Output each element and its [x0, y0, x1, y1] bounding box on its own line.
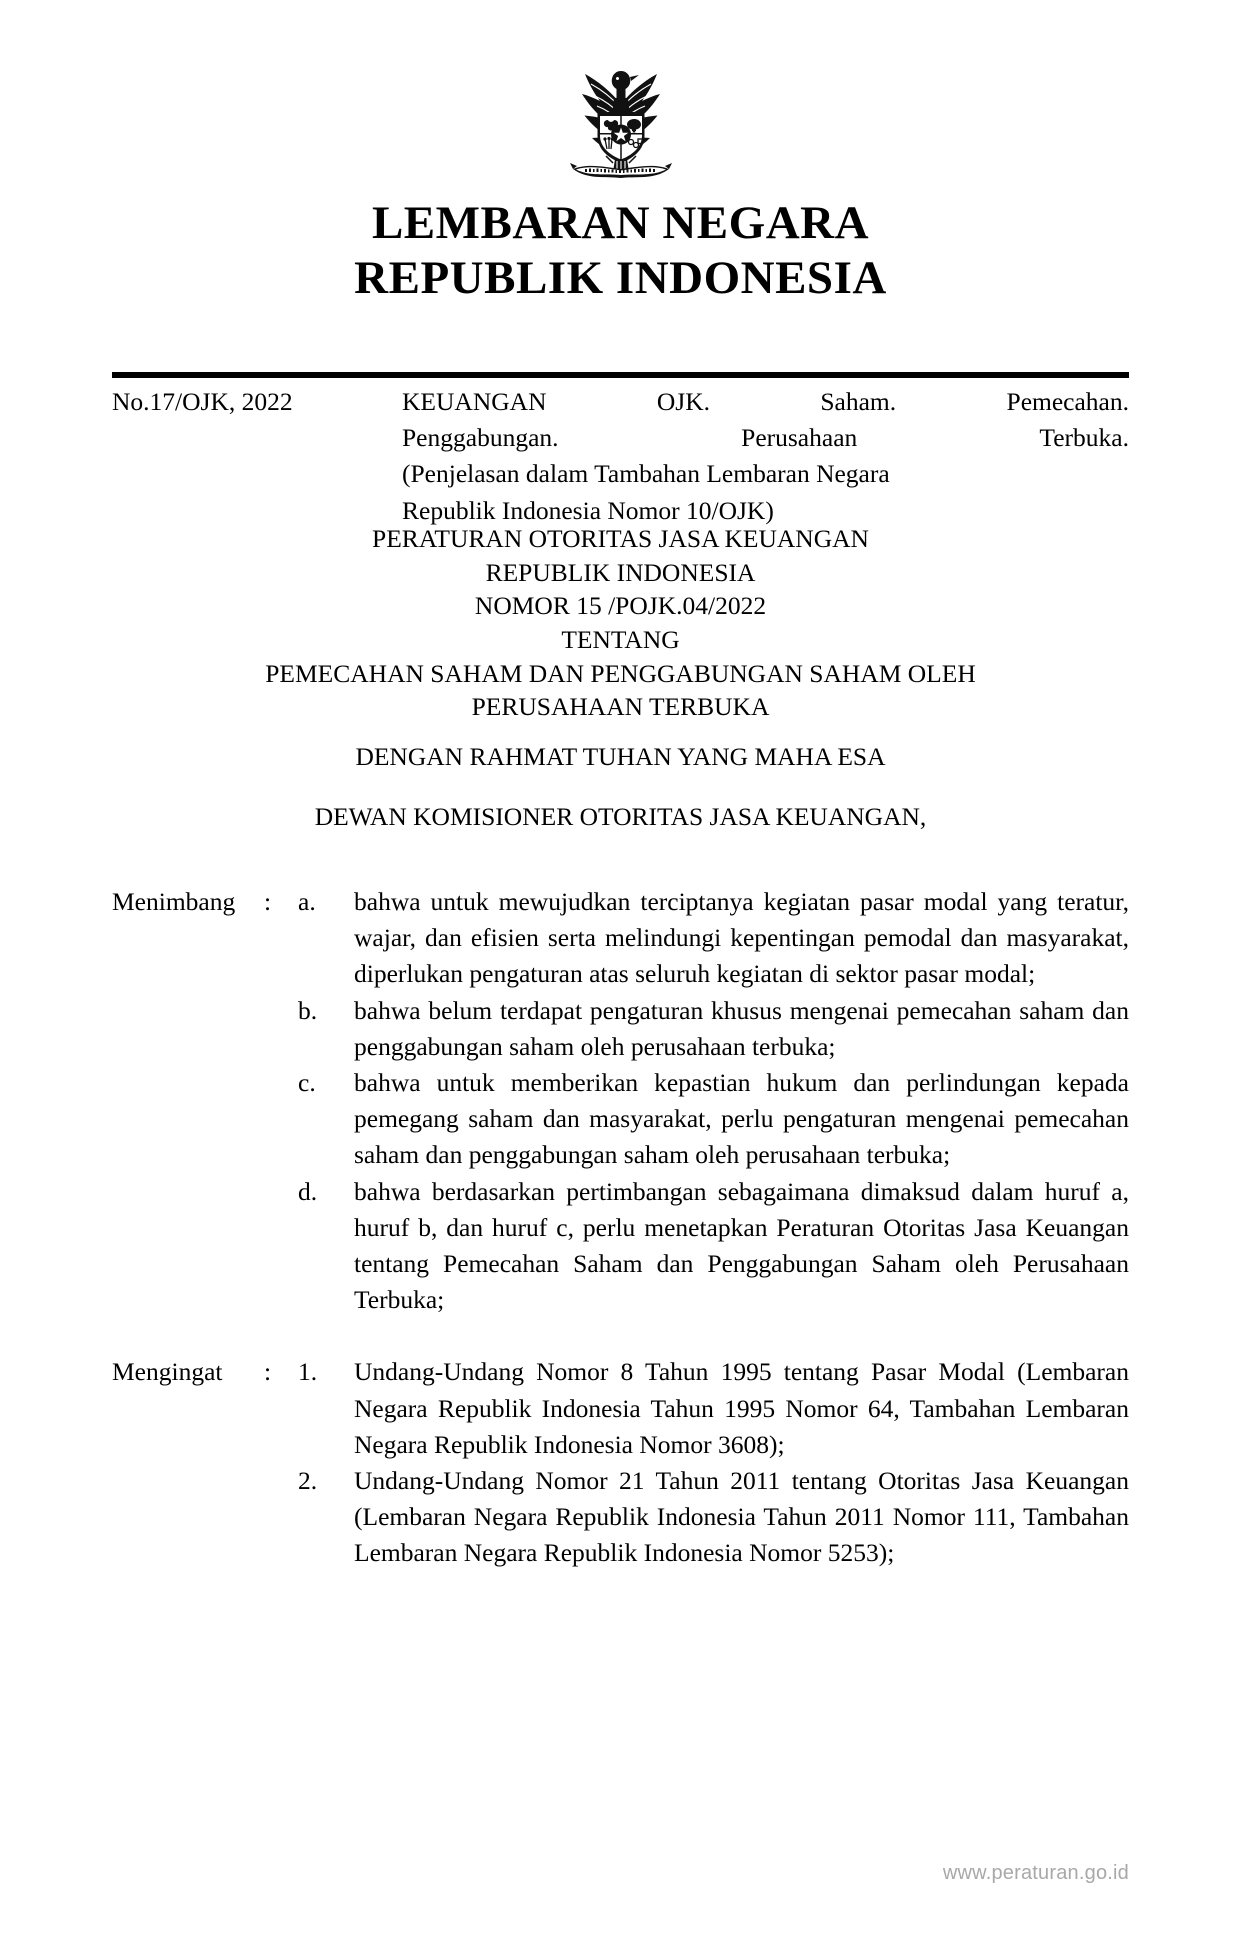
masthead-line-2: REPUBLIK INDONESIA: [354, 252, 887, 305]
item-text: bahwa belum terdapat pengaturan khusus mengenai pemecahan saham dan penggabungan saham oleh perusahaan terbuka;: [354, 995, 1129, 1061]
title-line-1: PERATURAN OTORITAS JASA KEUANGAN: [372, 524, 869, 553]
title-line-3: NOMOR 15 /POJK.04/2022: [474, 591, 767, 621]
menimbang-colon: :: [264, 887, 272, 916]
subject-line-1: KEUANGAN OJK. Saham. Pemecahan.: [402, 387, 1129, 416]
list-item: [298, 884, 1129, 993]
subject-line-4: Republik Indonesia Nomor 10/OJK): [402, 495, 774, 525]
item-text: bahwa untuk mewujudkan terciptanya kegiatan pasar modal yang teratur, wajar, dan efisien serta melindungi kepentingan pemodal dan masyarakat, diperlukan pengaturan atas seluruh kegiatan di sektor pasar modal;: [354, 887, 1129, 989]
gazette-subject-keywords: [402, 384, 1129, 529]
section-menimbang: [112, 884, 1129, 1318]
item-marker: a.: [298, 887, 316, 916]
mengingat-colon: :: [264, 1357, 272, 1387]
menimbang-items: [298, 884, 1129, 1318]
gazette-meta-row: [112, 384, 1129, 529]
masthead-divider-rule: [112, 372, 1129, 378]
title-line-4: TENTANG: [561, 624, 680, 654]
title-line-2: REPUBLIK INDONESIA: [485, 557, 756, 587]
section-mengingat: [112, 1354, 1129, 1571]
footer-watermark: www.peraturan.go.id: [942, 1862, 1129, 1884]
title-line-5: PEMECAHAN SAHAM DAN PENGGABUNGAN SAHAM OLEH: [265, 658, 976, 688]
gazette-number: No.17/OJK, 2022: [112, 387, 293, 416]
garuda-pancasila-emblem: [546, 56, 696, 188]
mengingat-items: [298, 1354, 1129, 1571]
item-text: bahwa berdasarkan pertimbangan sebagaimana dimaksud dalam huruf a, huruf b, dan huruf c, perlu menetapkan Peraturan Otoritas Jasa Keuangan tentang Pemecahan Saham dan Penggabungan Saham oleh Perusahaan Terbuka;: [354, 1176, 1129, 1315]
subject-line-3: (Penjelasan dalam Tambahan Lembaran Negara: [402, 459, 890, 489]
item-marker: 2.: [298, 1466, 318, 1496]
subject-line-2: Penggabungan. Perusahaan Terbuka.: [402, 423, 1129, 453]
blessing-line: DENGAN RAHMAT TUHAN YANG MAHA ESA: [355, 742, 886, 771]
list-item: [298, 1065, 1129, 1174]
item-marker: c.: [298, 1068, 316, 1098]
menimbang-label: Menimbang: [112, 887, 236, 916]
item-marker: 1.: [298, 1357, 318, 1387]
title-line-6: PERUSAHAAN TERBUKA: [471, 692, 770, 722]
masthead: [0, 196, 1241, 307]
item-marker: b.: [298, 995, 318, 1025]
emblem-container: [0, 56, 1241, 188]
list-item: [298, 1463, 1129, 1572]
item-text: Undang-Undang Nomor 21 Tahun 2011 tentang Otoritas Jasa Keuangan (Lembaran Negara Republik Indonesia Tahun 2011 Nomor 111, Tambahan Lembaran Negara Republik Indonesia Nomor 5253);: [354, 1466, 1129, 1568]
clauses-container: [112, 884, 1129, 1572]
mengingat-label: Mengingat: [112, 1357, 223, 1387]
item-text: bahwa untuk memberikan kepastian hukum dan perlindungan kepada pemegang saham dan masyarakat, perlu pengaturan mengenai pemecahan saham dan penggabungan saham oleh perusahaan terbuka;: [354, 1068, 1129, 1170]
masthead-line-1: LEMBARAN NEGARA: [371, 197, 870, 249]
issuing-board-line: DEWAN KOMISIONER OTORITAS JASA KEUANGAN,: [314, 802, 927, 831]
list-item: [298, 1354, 1129, 1463]
item-marker: d.: [298, 1176, 318, 1206]
list-item: [298, 1174, 1129, 1319]
item-text: Undang-Undang Nomor 8 Tahun 1995 tentang Pasar Modal (Lembaran Negara Republik Indonesia Tahun 1995 Nomor 64, Tambahan Lembaran Negara Republik Indonesia Nomor 3608);: [354, 1357, 1129, 1459]
regulation-title-block: [112, 522, 1129, 724]
list-item: [298, 993, 1129, 1065]
